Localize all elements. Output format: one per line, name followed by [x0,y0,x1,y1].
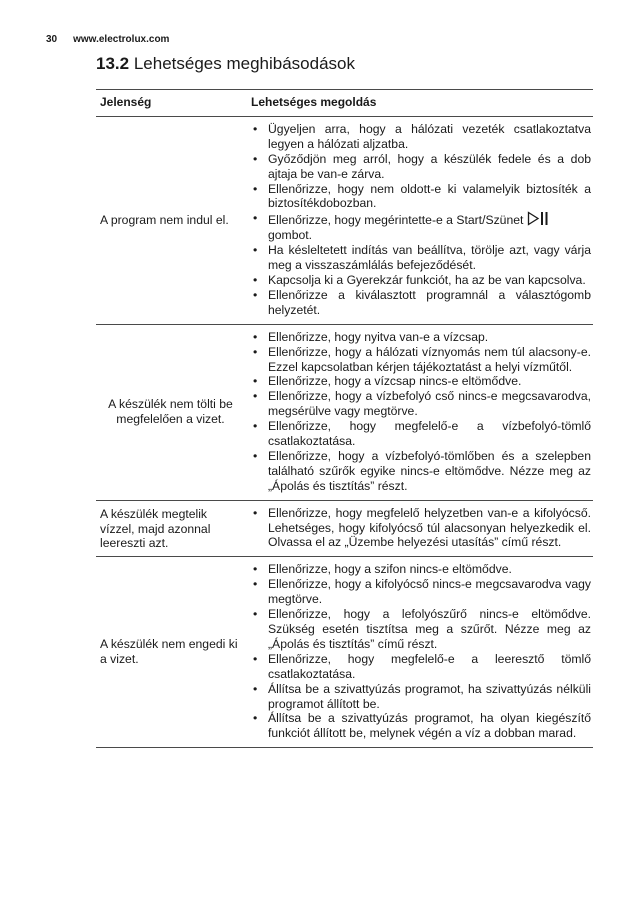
solution-item: • Ellenőrizze, hogy nem oldott-e ki valamelyik biztosíték a biztosítékdobozban. [249,182,591,212]
solution-item: • Ellenőrizze, hogy nyitva van-e a vízcsap. [249,330,591,345]
solution-item: • Ha késleltetett indítás van beállítva, törölje azt, vagy várja meg a visszaszámlálás befejeződését. [249,243,591,273]
solution-item: • Ellenőrizze, hogy a vízcsap nincs-e eltömődve. [249,374,591,389]
symptom-cell: A készülék megtelik vízzel, majd azonnal leereszti azt. [96,500,247,557]
symptom-cell: A készülék nem tölti be megfelelően a vizet. [96,324,247,500]
solution-cell [247,500,593,557]
solution-list [249,506,591,551]
solution-item: • Állítsa be a szivattyúzás programot, ha szivattyúzás nélküli programot állított be. [249,682,591,712]
solution-text-suffix: gombot. [268,228,313,243]
solution-cell [247,324,593,500]
solution-item [249,211,591,243]
solution-item: • Ellenőrizze, hogy a kifolyócső nincs-e megcsavarodva vagy megtörve. [249,577,591,607]
solution-item: • Ellenőrizze, hogy megfelelő-e a vízbefolyó-tömlő csatlakoztatása. [249,419,591,449]
solution-item: • Ellenőrizze, hogy a lefolyószűrő nincs-e eltömődve. Szükség esetén tisztítsa meg a szűrőt. Nézze meg az „Ápolás és tisztítás” című részt. [249,607,591,652]
solution-cell [247,116,593,324]
symptom-cell: A készülék nem engedi ki a vizet. [96,557,247,748]
solution-item: • Állítsa be a szivattyúzás programot, ha olyan kiegészítő funkciót állított be, melynek végén a víz a dobban marad. [249,711,591,741]
solution-list [249,562,591,741]
solution-item: • Ügyeljen arra, hogy a hálózati vezeték csatlakoztatva legyen a hálózati aljzatba. [249,122,591,152]
solution-item: • Ellenőrizze, hogy a vízbefolyó-tömlőben és a szelepben található szűrők egyike nincs-e eltömődve. Nézze meg az „Ápolás és tisztítás” részt. [249,449,591,494]
table-row [96,324,593,500]
solution-item: • Ellenőrizze, hogy a vízbefolyó cső nincs-e megcsavarodva, megsérülve vagy megtörve. [249,389,591,419]
table-row [96,116,593,324]
solution-list [249,122,591,318]
solution-item: • Ellenőrizze, hogy a szifon nincs-e eltömődve. [249,562,591,577]
symptom-cell: A program nem indul el. [96,116,247,324]
page-number: 30 [46,34,58,45]
solution-list [249,330,591,494]
solution-text: Ellenőrizze, hogy megérintette-e a Start/Szünet [268,213,524,228]
column-header-symptom: Jelenség [96,90,247,117]
solution-cell [247,557,593,748]
start-pause-icon [527,211,549,226]
section-title [96,54,355,74]
table-row [96,557,593,748]
section-number: 13.2 [96,54,130,73]
table-row [96,500,593,557]
website-url: www.electrolux.com [73,34,170,45]
troubleshooting-table [96,89,593,748]
section-heading: Lehetséges meghibásodások [133,54,355,73]
solution-item: • Győződjön meg arról, hogy a készülék fedele és a dob ajtaja be van-e zárva. [249,152,591,182]
solution-item: • Ellenőrizze, hogy megfelelő helyzetben van-e a kifolyócső. Lehetséges, hogy kifolyócső túl alacsonyan helyezkedik el. Olvassa el az „Üzembe helyezési utasítás” című részt. [249,506,591,551]
column-header-solution: Lehetséges megoldás [247,90,593,117]
page-header [46,34,169,45]
solution-item: • Ellenőrizze a kiválasztott programnál a választógomb helyzetét. [249,288,591,318]
solution-item: • Ellenőrizze, hogy a hálózati víznyomás nem túl alacsony-e. Ezzel kapcsolatban kérjen tájékoztatást a helyi vízműtől. [249,345,591,375]
table-header-row [96,90,593,117]
solution-item: • Ellenőrizze, hogy megfelelő-e a leeresztő tömlő csatlakoztatása. [249,652,591,682]
solution-item: • Kapcsolja ki a Gyerekzár funkciót, ha az be van kapcsolva. [249,273,591,288]
